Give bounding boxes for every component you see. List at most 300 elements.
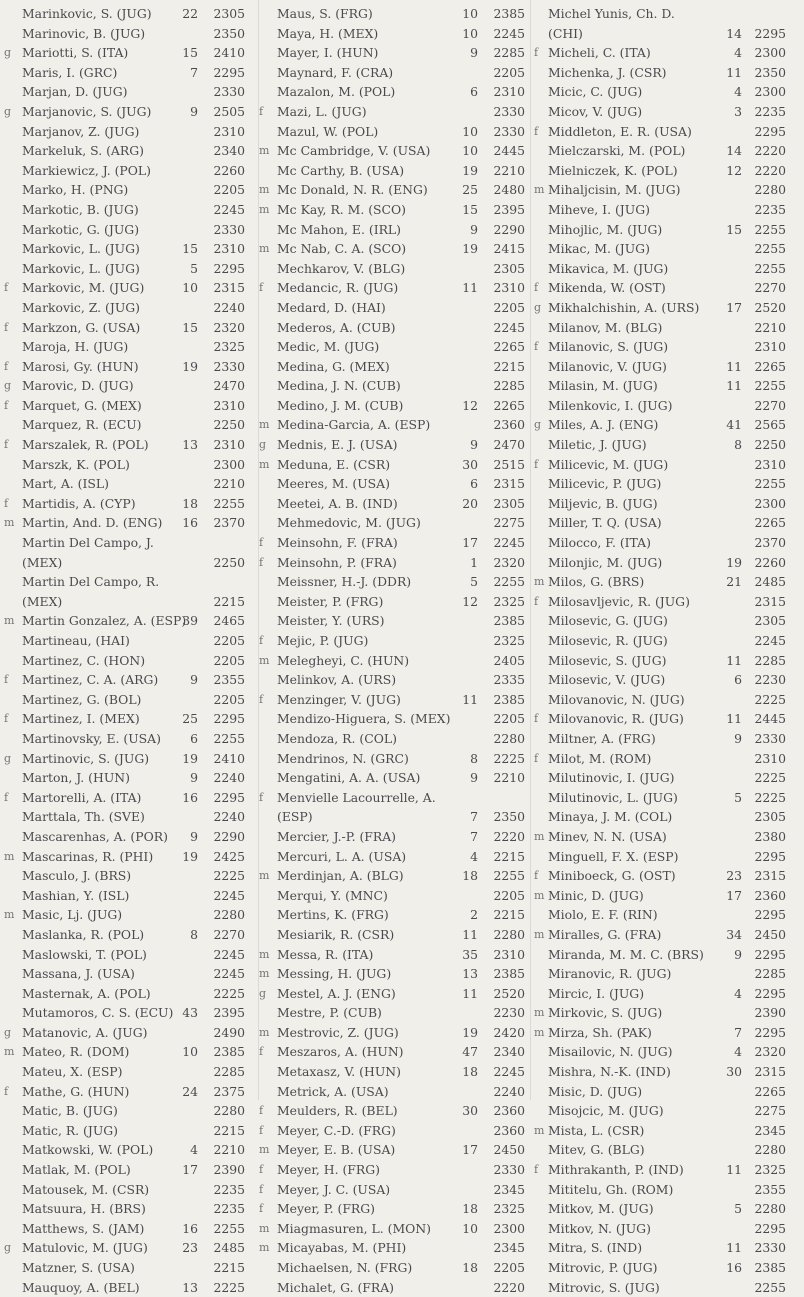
player-name: Mithrakanth, P. (IND) xyxy=(548,1162,684,1178)
rating-value: 2280 xyxy=(213,1103,245,1119)
rating-value: 2205 xyxy=(493,299,525,315)
player-name: Meinsohn, F. (FRA) xyxy=(277,535,398,551)
rating-value: 2280 xyxy=(493,730,525,746)
list-entry xyxy=(258,866,530,886)
list-entry xyxy=(258,847,530,867)
rating-value: 2305 xyxy=(493,495,525,511)
list-entry xyxy=(258,1062,530,1082)
rating-value: 2230 xyxy=(493,1005,525,1021)
list-entry xyxy=(258,827,530,847)
rating-value: 2520 xyxy=(493,985,525,1001)
title-mark: f xyxy=(4,673,9,687)
player-name: Meinsohn, P. (FRA) xyxy=(277,554,397,570)
rating-value: 2385 xyxy=(493,613,525,629)
player-name: Medic, M. (JUG) xyxy=(277,339,380,355)
list-entry xyxy=(530,415,800,435)
rating-value: 2330 xyxy=(493,103,525,119)
list-entry xyxy=(258,337,530,357)
list-entry xyxy=(258,435,530,455)
player-name: Minev, N. N. (USA) xyxy=(548,828,667,844)
list-entry xyxy=(258,1180,530,1200)
rating-value: 2345 xyxy=(493,1240,525,1256)
games-count: 11 xyxy=(462,280,478,296)
player-name: Michel Yunis, Ch. D. xyxy=(548,6,675,21)
rating-value: 2215 xyxy=(493,358,525,374)
list-entry xyxy=(258,611,530,631)
rating-value: 2265 xyxy=(754,358,786,374)
list-entry xyxy=(530,768,800,788)
rating-value: 2255 xyxy=(493,574,525,590)
title-mark: g xyxy=(4,379,12,393)
player-name: Marszk, K. (POL) xyxy=(22,456,130,472)
list-entry xyxy=(0,494,260,514)
games-count: 8 xyxy=(470,750,478,766)
player-name: Mesiarik, R. (CSR) xyxy=(277,926,395,942)
list-entry xyxy=(0,572,260,592)
player-name: Micov, V. (JUG) xyxy=(548,103,643,119)
rating-value: 2235 xyxy=(213,1181,245,1197)
list-entry xyxy=(0,768,260,788)
games-count: 11 xyxy=(726,64,742,80)
list-entry xyxy=(258,1238,530,1258)
player-name: Maris, I. (GRC) xyxy=(22,64,118,80)
rating-value: 2360 xyxy=(754,887,786,903)
player-name: Martinez, C. (HON) xyxy=(22,652,146,668)
games-count: 9 xyxy=(190,828,198,844)
player-name: Mitrovic, P. (JUG) xyxy=(548,1260,658,1275)
list-entry xyxy=(258,729,530,749)
games-count: 18 xyxy=(462,1260,478,1275)
rating-value: 2320 xyxy=(754,1044,786,1060)
title-mark: f xyxy=(534,281,539,295)
list-entry xyxy=(530,592,800,612)
list-column-2 xyxy=(258,4,530,1297)
title-mark: f xyxy=(259,692,264,706)
rating-value: 2235 xyxy=(754,103,786,119)
list-entry xyxy=(530,945,800,965)
rating-value: 2295 xyxy=(754,25,786,41)
rating-value: 2340 xyxy=(213,143,245,159)
player-name: Milot, M. (ROM) xyxy=(548,750,652,766)
rating-value: 2505 xyxy=(213,103,245,119)
rating-value: 2350 xyxy=(213,25,245,41)
player-name: Mart, A. (ISL) xyxy=(22,476,109,492)
list-entry xyxy=(258,533,530,553)
list-entry xyxy=(258,984,530,1004)
games-count: 17 xyxy=(726,299,742,315)
rating-value: 2280 xyxy=(754,182,786,198)
player-name: Mikavica, M. (JUG) xyxy=(548,260,669,276)
list-entry xyxy=(0,1219,260,1239)
rating-value: 2315 xyxy=(754,868,786,884)
player-name: Mirkovic, S. (JUG) xyxy=(548,1005,663,1021)
list-entry xyxy=(0,749,260,769)
player-name: Minaya, J. M. (COL) xyxy=(548,809,673,825)
rating-value: 2520 xyxy=(754,299,786,315)
rating-value: 2240 xyxy=(493,1083,525,1099)
rating-value: 2205 xyxy=(213,182,245,198)
rating-value: 2245 xyxy=(493,535,525,551)
list-entry xyxy=(530,1258,800,1278)
rating-value: 2325 xyxy=(493,593,525,609)
player-name: Martorelli, A. (ITA) xyxy=(22,789,142,805)
list-entry xyxy=(0,670,260,690)
rating-value: 2305 xyxy=(493,260,525,276)
rating-value: 2310 xyxy=(213,437,245,453)
list-entry xyxy=(530,396,800,416)
list-entry xyxy=(530,318,800,338)
list-entry xyxy=(0,1003,260,1023)
rating-value: 2370 xyxy=(213,515,245,531)
player-name: Martin Del Campo, R. xyxy=(22,574,160,590)
player-name: Micayabas, M. (PHI) xyxy=(277,1240,407,1256)
player-name: Medina-Garcia, A. (ESP) xyxy=(277,417,431,433)
player-name: Milosevic, R. (JUG) xyxy=(548,633,668,648)
list-entry xyxy=(530,690,800,710)
player-name: Meister, Y. (URS) xyxy=(277,613,385,629)
rating-value: 2305 xyxy=(213,6,245,21)
rating-value: 2285 xyxy=(493,378,525,394)
player-name: Milanovic, V. (JUG) xyxy=(548,358,667,374)
list-entry xyxy=(258,1140,530,1160)
list-column-3 xyxy=(530,4,800,1297)
rating-value: 2210 xyxy=(754,319,786,335)
player-name: Milovanovic, R. (JUG) xyxy=(548,711,684,727)
list-entry xyxy=(258,1101,530,1121)
player-name: Martin Del Campo, J. xyxy=(22,535,154,551)
list-entry xyxy=(258,788,530,808)
title-mark: f xyxy=(259,1182,264,1196)
rating-value: 2210 xyxy=(213,476,245,492)
list-entry xyxy=(0,455,260,475)
player-name: Middleton, E. R. (USA) xyxy=(548,123,692,139)
title-mark: f xyxy=(4,1084,9,1098)
rating-value: 2300 xyxy=(754,45,786,61)
list-entry xyxy=(0,1082,260,1102)
list-entry xyxy=(258,925,530,945)
games-count: 16 xyxy=(182,515,198,531)
rating-value: 2245 xyxy=(493,319,525,335)
player-name: Masculo, J. (BRS) xyxy=(22,868,132,884)
player-name: Matic, R. (JUG) xyxy=(22,1122,119,1138)
rating-value: 2350 xyxy=(493,809,525,825)
player-name: Marjanov, Z. (JUG) xyxy=(22,123,140,139)
list-entry xyxy=(0,1160,260,1180)
list-entry xyxy=(0,886,260,906)
list-entry xyxy=(0,631,260,651)
title-mark: g xyxy=(534,418,542,432)
list-entry xyxy=(530,474,800,494)
rating-value: 2330 xyxy=(213,221,245,237)
list-entry xyxy=(258,63,530,83)
rating-value: 2280 xyxy=(493,926,525,942)
list-entry xyxy=(0,298,260,318)
games-count: 5 xyxy=(734,789,742,805)
games-count: 19 xyxy=(726,554,742,570)
list-entry xyxy=(258,82,530,102)
rating-value: 2355 xyxy=(754,1181,786,1197)
rating-value: 2205 xyxy=(493,1260,525,1275)
rating-value: 2360 xyxy=(493,1122,525,1138)
title-mark: f xyxy=(259,1163,264,1177)
list-entry xyxy=(258,298,530,318)
player-name: Maya, H. (MEX) xyxy=(277,25,379,41)
games-count: 16 xyxy=(726,1260,742,1275)
list-entry xyxy=(0,200,260,220)
player-name: Miller, T. Q. (USA) xyxy=(548,515,662,531)
rating-value: 2485 xyxy=(754,574,786,590)
player-name: Markiewicz, J. (POL) xyxy=(22,162,151,178)
rating-value: 2330 xyxy=(754,1240,786,1256)
rating-value: 2385 xyxy=(754,1260,786,1275)
rating-value: 2225 xyxy=(754,789,786,805)
player-name: Martinez, I. (MEX) xyxy=(22,711,140,727)
title-mark: m xyxy=(534,888,545,902)
list-entry xyxy=(0,1238,260,1258)
list-entry xyxy=(258,357,530,377)
player-name: Mc Mahon, E. (IRL) xyxy=(277,221,401,237)
rating-value: 2385 xyxy=(493,691,525,707)
rating-value: 2285 xyxy=(213,1064,245,1080)
player-name: Metaxasz, V. (HUN) xyxy=(277,1064,401,1080)
player-name: Matlak, M. (POL) xyxy=(22,1162,131,1178)
title-mark: f xyxy=(534,124,539,138)
list-entry xyxy=(530,749,800,769)
games-count: 14 xyxy=(726,25,742,41)
list-entry xyxy=(258,24,530,44)
rating-value: 2215 xyxy=(213,1260,245,1275)
list-entry xyxy=(0,337,260,357)
player-name: Medancic, R. (JUG) xyxy=(277,280,399,296)
rating-value: 2410 xyxy=(213,750,245,766)
rating-value: 2470 xyxy=(213,378,245,394)
list-entry xyxy=(530,1140,800,1160)
games-count: 7 xyxy=(470,809,478,825)
rating-value: 2315 xyxy=(754,1064,786,1080)
list-entry xyxy=(530,847,800,867)
games-count: 43 xyxy=(182,1005,198,1021)
games-count: 9 xyxy=(190,103,198,119)
title-mark: m xyxy=(534,829,545,843)
list-entry xyxy=(530,1082,800,1102)
title-mark: m xyxy=(259,202,270,216)
list-entry xyxy=(530,102,800,122)
player-name: Marton, J. (HUN) xyxy=(22,770,130,786)
games-count: 30 xyxy=(726,1064,742,1080)
list-entry xyxy=(258,474,530,494)
list-entry xyxy=(258,102,530,122)
title-mark: m xyxy=(259,1241,270,1255)
games-count: 13 xyxy=(182,1279,198,1295)
player-name: Micic, C. (JUG) xyxy=(548,84,643,100)
list-entry xyxy=(530,239,800,259)
games-count: 19 xyxy=(182,750,198,766)
player-name: Maroja, H. (JUG) xyxy=(22,339,129,355)
rating-value: 2290 xyxy=(493,221,525,237)
player-name: Markzon, G. (USA) xyxy=(22,319,141,335)
rating-value: 2255 xyxy=(213,1220,245,1236)
player-name: Medina, G. (MEX) xyxy=(277,358,390,374)
player-name: Matthews, S. (JAM) xyxy=(22,1220,145,1236)
player-name: Martin Gonzalez, A. (ESP) xyxy=(22,613,187,629)
games-count: 20 xyxy=(462,495,478,511)
games-count: 19 xyxy=(462,1024,478,1040)
list-entry xyxy=(0,807,260,827)
player-name: Mariotti, S. (ITA) xyxy=(22,45,129,61)
title-mark: g xyxy=(4,1241,12,1255)
rating-value: 2220 xyxy=(493,828,525,844)
player-name: Miranovic, R. (JUG) xyxy=(548,966,672,982)
title-mark: m xyxy=(259,418,270,432)
rating-value: 2265 xyxy=(754,1083,786,1099)
player-name: Martinez, G. (BOL) xyxy=(22,691,142,707)
list-entry xyxy=(530,376,800,396)
player-name: Mutamoros, C. S. (ECU) xyxy=(22,1005,174,1021)
list-entry xyxy=(258,1121,530,1141)
player-name: Matkowski, W. (POL) xyxy=(22,1142,154,1158)
title-mark: f xyxy=(4,320,9,334)
player-name: Martinez, C. A. (ARG) xyxy=(22,672,159,688)
rating-value: 2220 xyxy=(493,1279,525,1295)
list-entry xyxy=(0,122,260,142)
title-mark: f xyxy=(4,398,9,412)
rating-value: 2295 xyxy=(213,64,245,80)
rating-value: 2255 xyxy=(754,378,786,394)
games-count: 11 xyxy=(726,711,742,727)
player-name: Micheli, C. (ITA) xyxy=(548,45,651,61)
list-entry xyxy=(530,200,800,220)
list-entry xyxy=(530,866,800,886)
title-mark: m xyxy=(4,516,15,530)
rating-value: 2270 xyxy=(754,280,786,296)
list-entry xyxy=(0,690,260,710)
rating-value: 2210 xyxy=(493,162,525,178)
player-name: Menzinger, V. (JUG) xyxy=(277,691,401,707)
rating-value: 2310 xyxy=(754,750,786,766)
list-entry xyxy=(0,82,260,102)
games-count: 11 xyxy=(462,691,478,707)
list-entry xyxy=(0,729,260,749)
player-name: Marszalek, R. (POL) xyxy=(22,437,149,453)
list-entry xyxy=(0,435,260,455)
player-name: Mederos, A. (CUB) xyxy=(277,319,396,335)
rating-value: 2215 xyxy=(213,593,245,609)
games-count: 11 xyxy=(726,378,742,394)
list-entry xyxy=(530,141,800,161)
player-name: Minguell, F. X. (ESP) xyxy=(548,848,679,864)
player-name: Mazi, L. (JUG) xyxy=(277,103,367,119)
rating-value: 2360 xyxy=(493,417,525,433)
list-entry xyxy=(258,690,530,710)
player-name: Mitkov, M. (JUG) xyxy=(548,1201,654,1217)
player-name: Miletic, J. (JUG) xyxy=(548,437,647,453)
list-entry xyxy=(530,670,800,690)
title-mark: f xyxy=(259,104,264,118)
list-entry xyxy=(0,43,260,63)
player-name: Meister, P. (FRG) xyxy=(277,593,384,609)
rating-value: 2245 xyxy=(213,201,245,217)
list-entry xyxy=(258,122,530,142)
list-entry xyxy=(530,1121,800,1141)
player-name: Matulovic, M. (JUG) xyxy=(22,1240,148,1256)
games-count: 5 xyxy=(470,574,478,590)
player-name: Mikenda, W. (OST) xyxy=(548,280,666,296)
games-count: 7 xyxy=(734,1024,742,1040)
rating-value: 2310 xyxy=(493,280,525,296)
player-name: Mc Nab, C. A. (SCO) xyxy=(277,241,407,257)
player-name: Milosevic, S. (JUG) xyxy=(548,652,667,668)
list-entry xyxy=(0,474,260,494)
list-entry xyxy=(0,220,260,240)
rating-value: 2330 xyxy=(493,1162,525,1178)
title-mark: f xyxy=(534,340,539,354)
games-count: 6 xyxy=(470,476,478,492)
games-count: 14 xyxy=(726,143,742,159)
rating-value: 2330 xyxy=(493,123,525,139)
player-name: (ESP) xyxy=(277,809,313,825)
list-entry xyxy=(258,1258,530,1278)
games-count: 11 xyxy=(726,358,742,374)
rating-value: 2255 xyxy=(754,260,786,276)
list-entry xyxy=(258,43,530,63)
rating-value: 2295 xyxy=(754,1220,786,1236)
player-name: Marinovic, B. (JUG) xyxy=(22,25,146,41)
rating-value: 2425 xyxy=(213,848,245,864)
title-mark: g xyxy=(4,1025,12,1039)
player-name: Masternak, A. (POL) xyxy=(22,985,151,1001)
title-mark: g xyxy=(4,751,12,765)
list-entry xyxy=(258,886,530,906)
list-entry xyxy=(258,592,530,612)
games-count: 18 xyxy=(462,1201,478,1217)
rating-value: 2225 xyxy=(213,868,245,884)
rating-value: 2280 xyxy=(754,1201,786,1217)
rating-value: 2325 xyxy=(493,1201,525,1217)
player-name: Mitra, S. (IND) xyxy=(548,1240,643,1256)
player-name: Mircic, I. (JUG) xyxy=(548,985,645,1001)
games-count: 24 xyxy=(182,1083,198,1099)
player-name: Mengatini, A. A. (USA) xyxy=(277,770,421,786)
player-name: Mc Cambridge, V. (USA) xyxy=(277,143,431,159)
list-entry xyxy=(0,905,260,925)
list-entry xyxy=(0,278,260,298)
player-name: Miheve, I. (JUG) xyxy=(548,201,650,217)
games-count: 18 xyxy=(182,495,198,511)
player-name: Marquez, R. (ECU) xyxy=(22,417,142,433)
games-count: 10 xyxy=(462,143,478,159)
list-entry xyxy=(530,1199,800,1219)
title-mark: m xyxy=(259,869,270,883)
rating-value: 2295 xyxy=(754,907,786,923)
list-entry xyxy=(258,318,530,338)
rating-value: 2295 xyxy=(213,789,245,805)
list-entry xyxy=(258,1219,530,1239)
rating-value: 2240 xyxy=(213,809,245,825)
list-entry xyxy=(258,1278,530,1297)
title-mark: f xyxy=(259,1104,264,1118)
list-entry xyxy=(0,102,260,122)
rating-value: 2515 xyxy=(493,456,525,472)
list-entry xyxy=(0,553,260,573)
player-name: (MEX) xyxy=(22,593,63,609)
games-count: 5 xyxy=(190,260,198,276)
games-count: 6 xyxy=(734,672,742,688)
games-count: 4 xyxy=(734,985,742,1001)
rating-value: 2205 xyxy=(493,711,525,727)
title-mark: m xyxy=(4,1045,15,1059)
title-mark: m xyxy=(534,575,545,589)
list-entry xyxy=(258,1082,530,1102)
